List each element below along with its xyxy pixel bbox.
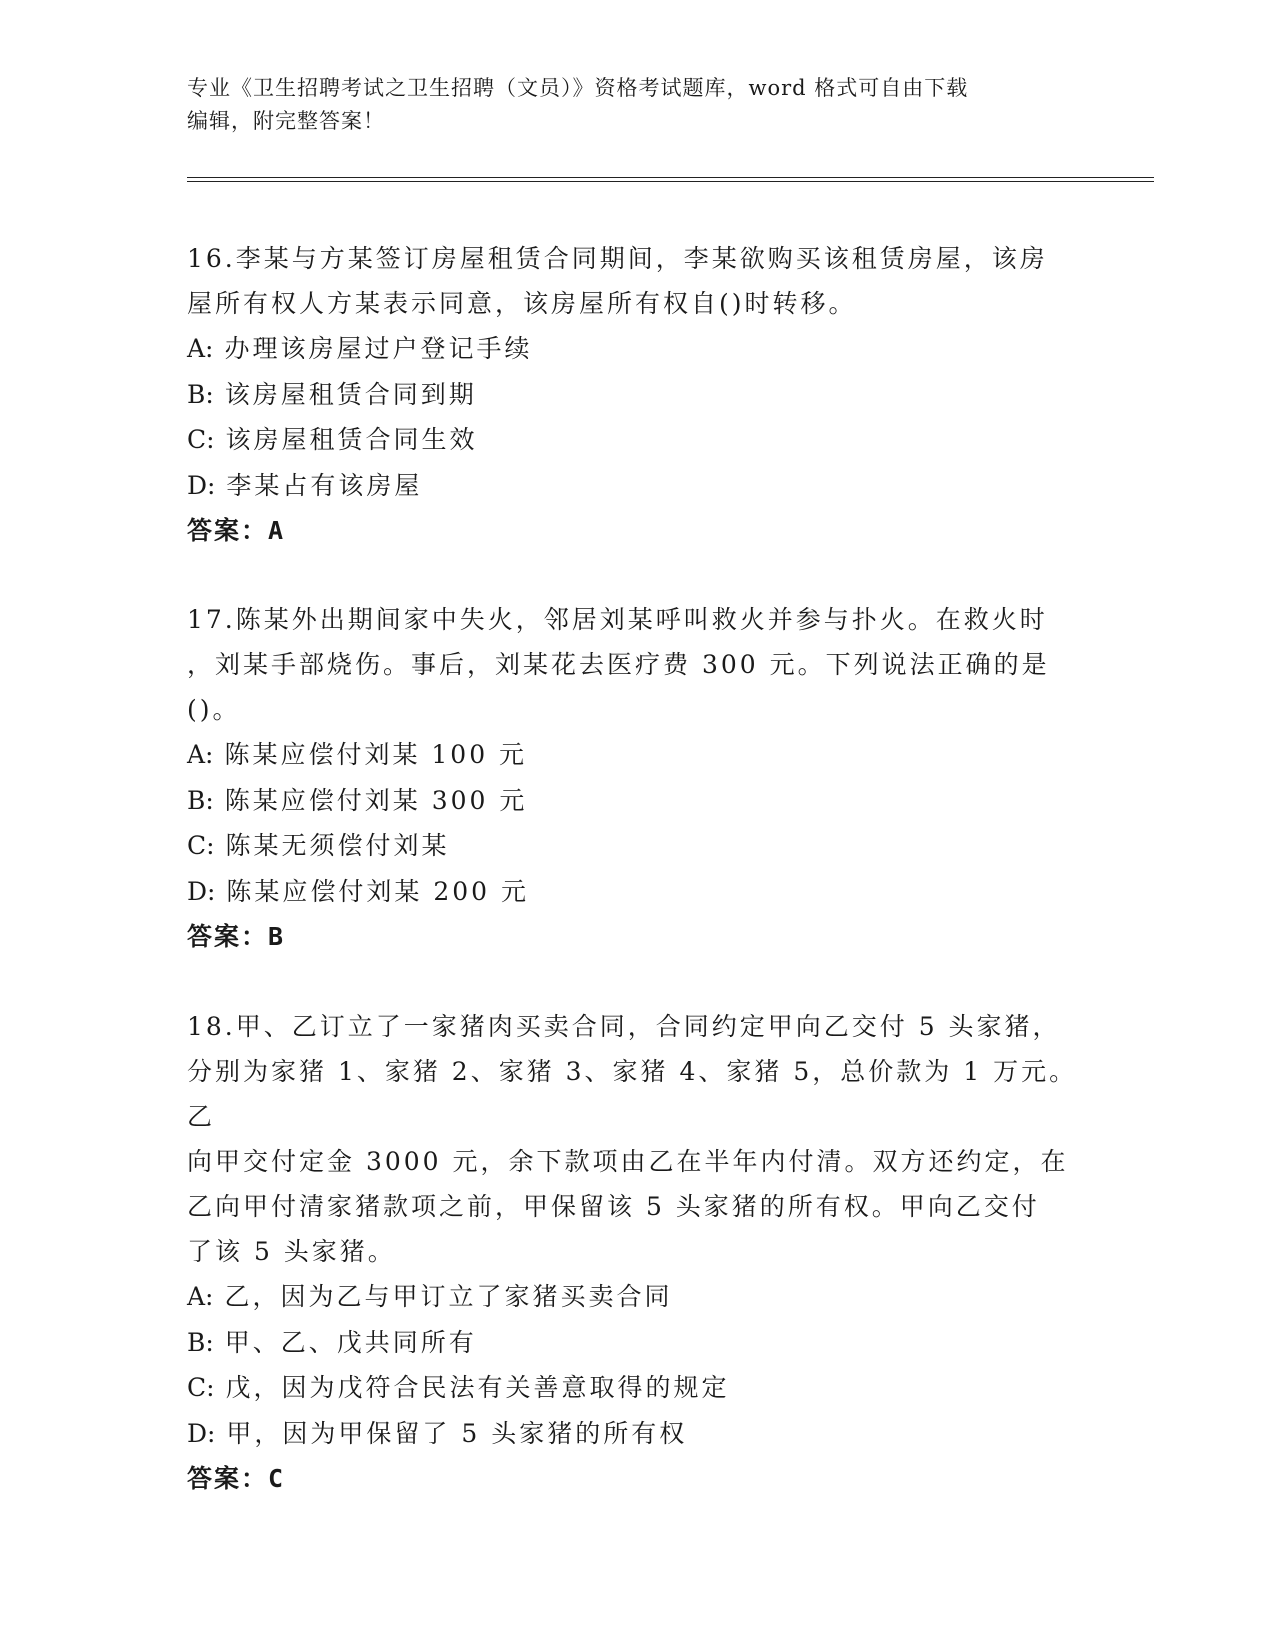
option-a: [187, 732, 1087, 778]
option-letter: B:: [187, 785, 214, 815]
option-text: 陈某应偿付刘某 200 元: [226, 876, 530, 906]
header-divider-bottom: [187, 181, 1154, 182]
option-b: [187, 372, 1087, 418]
option-c: [187, 823, 1087, 869]
header-line-2: 编辑，附完整答案！: [187, 109, 385, 133]
option-text: 陈某无须偿付刘某: [225, 831, 450, 860]
question-stem: [187, 1004, 1087, 1274]
option-letter: B:: [187, 379, 214, 409]
stem-line: 乙向甲付清家猪款项之前，甲保留该 5 头家猪的所有权。甲向乙交付: [187, 1192, 1040, 1221]
option-letter: D:: [187, 470, 216, 500]
option-c: [187, 417, 1087, 463]
answer-line: 答案：A: [187, 516, 286, 545]
document-header: [187, 72, 1067, 138]
stem-line: ()。: [187, 695, 241, 724]
option-c: [187, 1365, 1087, 1411]
question-17: [187, 597, 1087, 959]
question-stem: [187, 597, 1087, 732]
answer-line: 答案：C: [187, 1464, 286, 1493]
option-a: [187, 1274, 1087, 1320]
option-text: 陈某应偿付刘某 100 元: [224, 740, 528, 769]
option-letter: D:: [187, 876, 216, 906]
option-d: [187, 1411, 1087, 1457]
stem-line: ，刘某手部烧伤。事后，刘某花去医疗费 300 元。下列说法正确的是: [187, 650, 1050, 679]
option-b: [187, 778, 1087, 824]
option-text: 该房屋租赁合同生效: [225, 425, 478, 454]
option-letter: C:: [187, 425, 215, 454]
option-letter: A:: [187, 1282, 214, 1311]
stem-line: 17.陈某外出期间家中失火，邻居刘某呼叫救火并参与扑火。在救火时: [187, 605, 1048, 634]
option-b: [187, 1320, 1087, 1366]
question-stem: [187, 236, 1087, 326]
option-d: [187, 869, 1087, 915]
option-letter: C:: [187, 1373, 215, 1402]
header-divider-top: [187, 177, 1154, 178]
option-letter: A:: [187, 740, 214, 769]
answer-line: 答案：B: [187, 922, 286, 951]
option-text: 戊，因为戊符合民法有关善意取得的规定: [225, 1373, 730, 1402]
option-letter: D:: [187, 1418, 216, 1448]
question-16: [187, 236, 1087, 553]
stem-line: 屋所有权人方某表示同意，该房屋所有权自()时转移。: [187, 289, 857, 318]
stem-line: 18.甲、乙订立了一家猪肉买卖合同，合同约定甲向乙交付 5 头家猪，: [187, 1012, 1061, 1041]
option-text: 李某占有该房屋: [226, 470, 423, 500]
option-text: 甲、乙、戊共同所有: [224, 1327, 477, 1357]
option-text: 该房屋租赁合同到期: [224, 379, 477, 409]
option-text: 陈某应偿付刘某 300 元: [224, 785, 528, 815]
option-text: 乙，因为乙与甲订立了家猪买卖合同: [224, 1282, 673, 1311]
option-text: 办理该房屋过户登记手续: [224, 334, 533, 363]
question-18: [187, 1004, 1087, 1501]
option-d: [187, 463, 1087, 509]
stem-line: 向甲交付定金 3000 元，余下款项由乙在半年内付清。双方还约定，在: [187, 1147, 1069, 1176]
header-line-1: 专业《卫生招聘考试之卫生招聘（文员）》资格考试题库，word 格式可自由下载: [187, 76, 969, 100]
stem-line: 了该 5 头家猪。: [187, 1237, 396, 1266]
option-letter: B:: [187, 1327, 214, 1357]
stem-line: 16.李某与方某签订房屋租赁合同期间，李某欲购买该租赁房屋，该房: [187, 244, 1048, 273]
option-letter: C:: [187, 831, 215, 860]
option-a: [187, 326, 1087, 372]
option-text: 甲，因为甲保留了 5 头家猪的所有权: [226, 1418, 688, 1448]
stem-line: 分别为家猪 1、家猪 2、家猪 3、家猪 4、家猪 5，总价款为 1 万元。乙: [187, 1057, 1078, 1131]
option-letter: A:: [187, 334, 214, 363]
